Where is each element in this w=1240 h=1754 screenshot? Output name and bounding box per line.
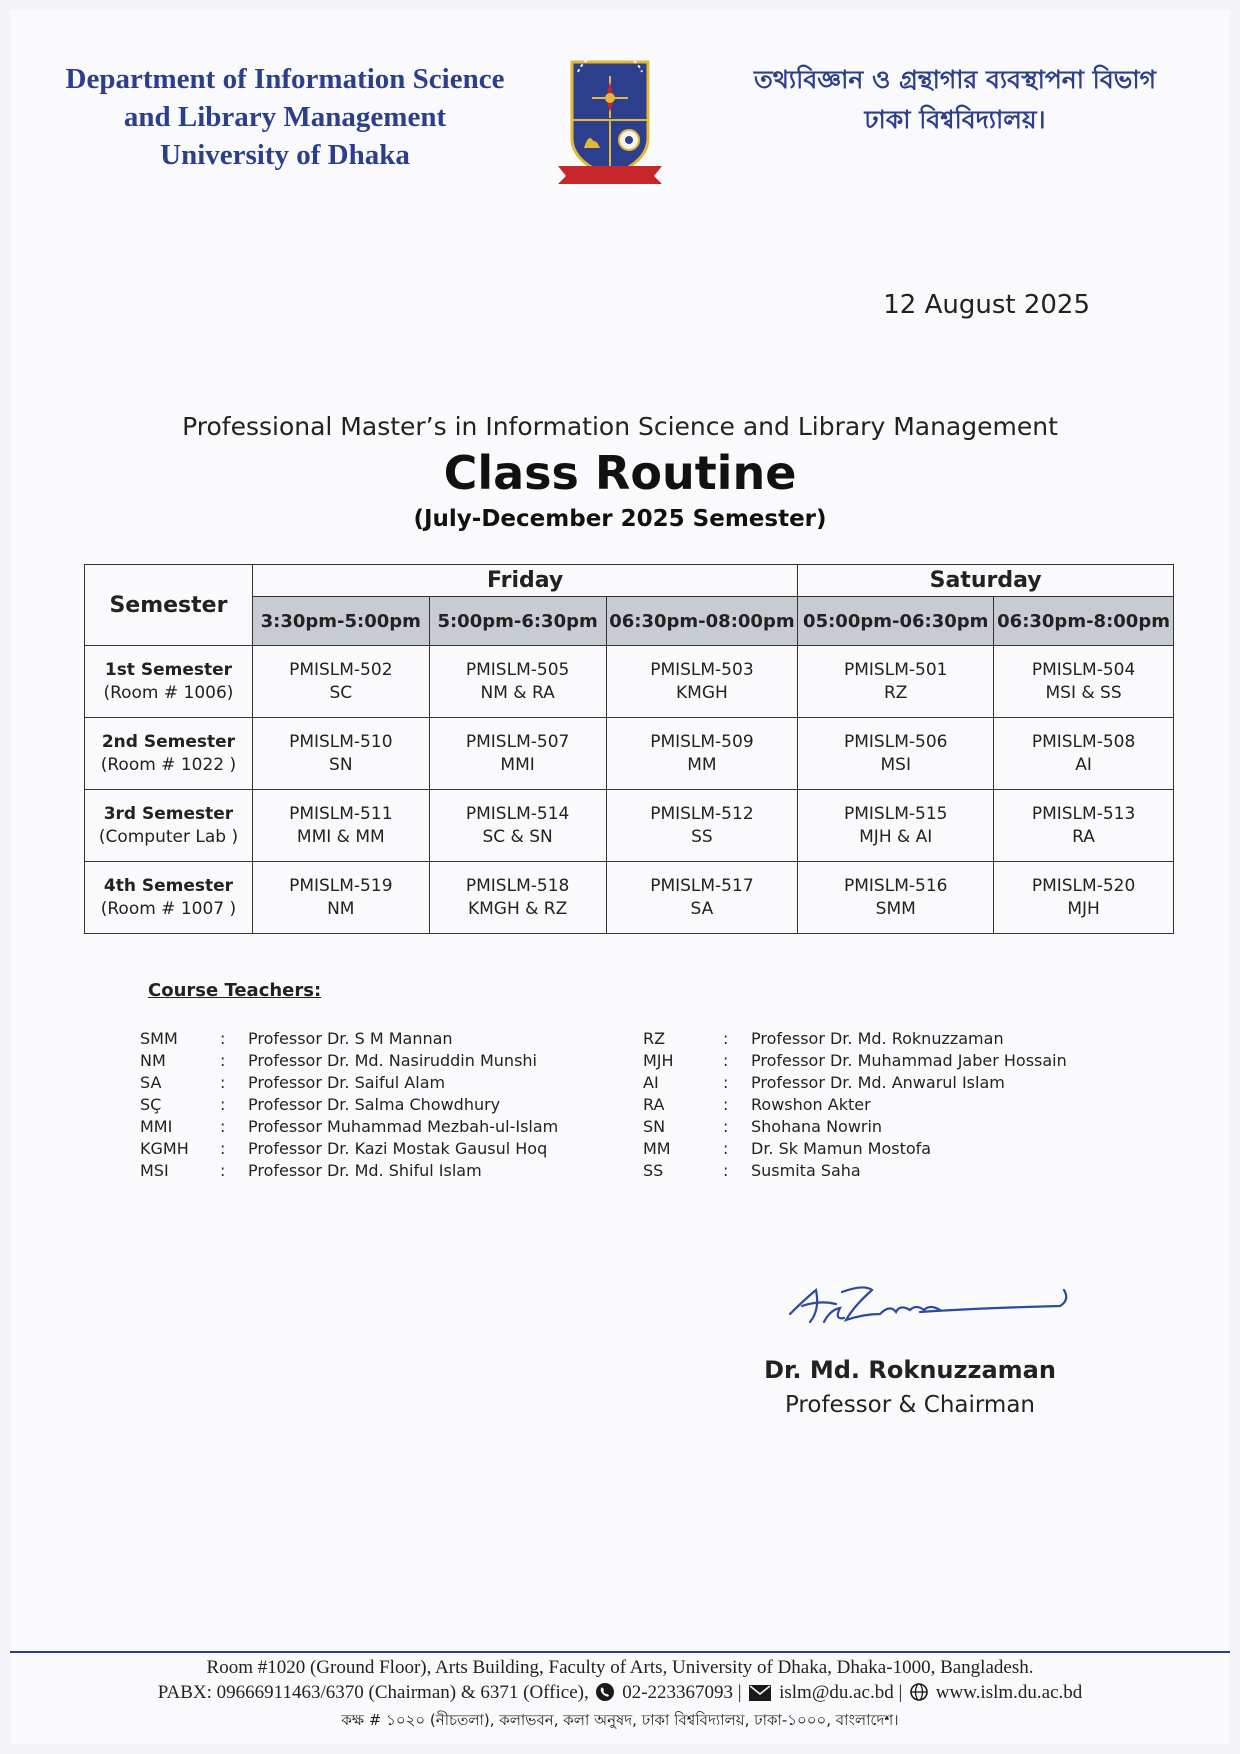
time-slot: 06:30pm-08:00pm (606, 597, 798, 646)
footer-contacts (0, 1682, 1240, 1707)
list-item: RZ : Professor Dr. Md. Roknuzzaman (643, 1029, 1004, 1048)
course-code: PMISLM-503 (650, 659, 754, 680)
class-cell (798, 862, 994, 934)
course-teacher: SA (690, 898, 714, 919)
semester-term: (July-December 2025 Semester) (413, 506, 827, 532)
day-friday: Friday (252, 565, 797, 597)
course-code: PMISLM-520 (1031, 875, 1136, 896)
semester-room: (Room # 1007 ) (100, 898, 237, 919)
teacher-name: Shohana Nowrin (751, 1117, 883, 1136)
course-code: PMISLM-516 (844, 875, 948, 896)
course-teacher: MM (687, 754, 717, 775)
footer-address: Room #1020 (Ground Floor), Arts Building, Faculty of Arts, University of Dhaka, Dhaka-1000, Bangladesh. (206, 1657, 1034, 1678)
dept-en-line: University of Dhaka (160, 139, 410, 171)
teacher-abbr: MJH (643, 1051, 674, 1070)
class-cell (994, 790, 1174, 862)
course-teacher: SMM (875, 898, 916, 919)
course-code: PMISLM-514 (465, 803, 570, 824)
class-cell (994, 862, 1174, 934)
class-cell (429, 718, 606, 790)
list-item: SS : Susmita Saha (643, 1161, 861, 1180)
course-code: PMISLM-517 (650, 875, 754, 896)
course-code: PMISLM-506 (844, 731, 948, 752)
teacher-name: Professor Dr. Muhammad Jaber Hossain (751, 1051, 1067, 1070)
phone-icon (596, 1683, 614, 1707)
teacher-name: Professor Dr. Md. Roknuzzaman (751, 1029, 1004, 1048)
course-teacher: MJH (1067, 898, 1100, 919)
table-row (85, 862, 1174, 934)
course-teacher: SC & SN (482, 826, 553, 847)
teacher-abbr: AI (643, 1073, 659, 1092)
time-slot: 5:00pm-6:30pm (429, 597, 606, 646)
class-cell (606, 646, 798, 718)
teacher-name: Professor Dr. Kazi Mostak Gausul Hoq (248, 1139, 548, 1158)
course-teacher: MMI (500, 754, 535, 775)
footer-divider (10, 1651, 1230, 1653)
course-teacher: AI (1075, 754, 1092, 775)
semester-cell (85, 862, 253, 934)
course-teacher: NM (327, 898, 355, 919)
course-teacher: RZ (883, 682, 908, 703)
globe-icon (910, 1683, 928, 1707)
course-code: PMISLM-518 (465, 875, 570, 896)
class-cell (429, 862, 606, 934)
course-teacher: SN (329, 754, 353, 775)
teacher-abbr: SMM (140, 1029, 178, 1048)
teacher-abbr: RA (643, 1095, 665, 1114)
teacher-name: Rowshon Akter (751, 1095, 871, 1114)
teacher-name: Professor Dr. Md. Nasiruddin Munshi (248, 1051, 537, 1070)
table-row (85, 790, 1174, 862)
course-teacher: MMI & MM (296, 826, 385, 847)
class-cell (606, 718, 798, 790)
semester-cell (85, 646, 253, 718)
list-item: MM : Dr. Sk Mamun Mostofa (643, 1139, 932, 1158)
course-teacher: KMGH & RZ (467, 898, 568, 919)
class-cell (252, 646, 429, 718)
department-name-bangla (720, 60, 1190, 140)
teacher-abbr: SA (140, 1073, 162, 1092)
footer-email[interactable]: islm@du.ac.bd | (779, 1682, 903, 1703)
class-cell (252, 790, 429, 862)
semester-room: (Computer Lab ) (98, 826, 239, 847)
university-logo (558, 58, 662, 190)
list-item: SÇ : Professor Dr. Salma Chowdhury (140, 1095, 501, 1114)
time-slot: 06:30pm-8:00pm (994, 597, 1174, 646)
list-item: SMM : Professor Dr. S M Mannan (140, 1029, 453, 1048)
list-item: SN : Shohana Nowrin (643, 1117, 883, 1136)
list-item: MSI : Professor Dr. Md. Shiful Islam (140, 1161, 482, 1180)
course-teacher: MSI (880, 754, 911, 775)
list-item: RA : Rowshon Akter (643, 1095, 871, 1114)
dept-en-line: and Library Management (123, 101, 447, 133)
issue-date: 12 August 2025 (883, 290, 1090, 320)
list-item: KGMH : Professor Dr. Kazi Mostak Gausul Hoq (140, 1139, 548, 1158)
semester-cell (85, 790, 253, 862)
teacher-name: Professor Dr. Md. Shiful Islam (248, 1161, 482, 1180)
teacher-name: Professor Dr. S M Mannan (248, 1029, 453, 1048)
teacher-name: Professor Dr. Saiful Alam (248, 1073, 446, 1092)
course-teacher: KMGH (676, 682, 728, 703)
list-item: SA : Professor Dr. Saiful Alam (140, 1073, 446, 1092)
semester-name: 4th Semester (103, 875, 234, 896)
class-cell (429, 790, 606, 862)
time-slot: 05:00pm-06:30pm (798, 597, 994, 646)
teacher-abbr: SN (643, 1117, 666, 1136)
semester-room: (Room # 1022 ) (100, 754, 237, 775)
course-code: PMISLM-510 (289, 731, 393, 752)
course-teacher: NM & RA (480, 682, 555, 703)
class-cell (798, 790, 994, 862)
course-teacher: SS (691, 826, 713, 847)
list-item: MMI : Professor Muhammad Mezbah-ul-Islam (140, 1117, 559, 1136)
class-cell (252, 862, 429, 934)
teacher-abbr: SS (643, 1161, 664, 1180)
course-code: PMISLM-519 (289, 875, 393, 896)
course-code: PMISLM-515 (844, 803, 948, 824)
class-cell (798, 718, 994, 790)
teacher-abbr: SÇ (140, 1095, 162, 1114)
footer-address-bangla: কক্ষ # ১০২০ (নীচতলা), কলাভবন, কলা অনুষদ, ঢাকা বিশ্ববিদ্যালয়, ঢাকা-১০০০, বাংলাদেশ। (341, 1711, 899, 1729)
dept-bn-line: ঢাকা বিশ্ববিদ্যালয়। (864, 105, 1046, 134)
dept-bn-line: তথ্যবিজ্ঞান ও গ্রন্থাগার ব্যবস্থাপনা বিভাগ (753, 65, 1157, 94)
course-teacher: MSI & SS (1045, 682, 1122, 703)
handwritten-signature (780, 1270, 1080, 1340)
document-title: Class Routine (443, 446, 797, 500)
teacher-abbr: KGMH (140, 1139, 189, 1158)
course-code: PMISLM-505 (465, 659, 570, 680)
teacher-abbr: NM (140, 1051, 166, 1070)
program-name: Professional Master’s in Information Science and Library Management (182, 412, 1058, 441)
footer-website[interactable]: www.islm.du.ac.bd (935, 1682, 1083, 1703)
course-code: PMISLM-512 (650, 803, 754, 824)
teacher-abbr: MM (643, 1139, 671, 1158)
routine-table (84, 564, 1174, 934)
list-item: AI : Professor Dr. Md. Anwarul Islam (643, 1073, 1005, 1092)
list-item: NM : Professor Dr. Md. Nasiruddin Munshi (140, 1051, 537, 1070)
class-cell (429, 646, 606, 718)
course-code: PMISLM-508 (1031, 731, 1136, 752)
class-cell (252, 718, 429, 790)
teacher-name: Professor Dr. Md. Anwarul Islam (751, 1073, 1005, 1092)
footer-pabx: PABX: 09666911463/6370 (Chairman) & 6371 (Office), (157, 1682, 589, 1703)
course-teachers-title: Course Teachers: (148, 980, 322, 1001)
teachers-list-left (140, 1028, 558, 1182)
table-row (85, 646, 1174, 718)
semester-name: 3rd Semester (103, 803, 234, 824)
teacher-abbr: MSI (140, 1161, 169, 1180)
class-cell (994, 646, 1174, 718)
department-name-english (40, 60, 530, 174)
semester-room: (Room # 1006) (103, 682, 234, 703)
table-row (85, 718, 1174, 790)
signatory-role: Professor & Chairman (784, 1392, 1036, 1418)
semester-header: Semester (85, 565, 253, 646)
teacher-abbr: MMI (140, 1117, 173, 1136)
teacher-name: Dr. Sk Mamun Mostofa (751, 1139, 932, 1158)
course-code: PMISLM-504 (1031, 659, 1136, 680)
semester-name: 2nd Semester (101, 731, 236, 752)
class-cell (994, 718, 1174, 790)
teacher-abbr: RZ (643, 1029, 666, 1048)
course-code: PMISLM-507 (465, 731, 570, 752)
teacher-name: Susmita Saha (751, 1161, 861, 1180)
course-teacher: RA (1072, 826, 1095, 847)
time-slot: 3:30pm-5:00pm (252, 597, 429, 646)
semester-name: 1st Semester (104, 659, 233, 680)
semester-cell (85, 718, 253, 790)
class-cell (606, 790, 798, 862)
teacher-name: Professor Dr. Salma Chowdhury (248, 1095, 501, 1114)
dept-en-line: Department of Information Science (65, 63, 505, 95)
class-cell (798, 646, 994, 718)
footer-phone: 02-223367093 | (622, 1682, 742, 1703)
signatory-name: Dr. Md. Roknuzzaman (764, 1356, 1056, 1384)
email-icon (749, 1685, 771, 1707)
course-code: PMISLM-511 (289, 803, 393, 824)
teacher-name: Professor Muhammad Mezbah-ul-Islam (248, 1117, 559, 1136)
course-code: PMISLM-501 (844, 659, 948, 680)
course-code: PMISLM-502 (289, 659, 393, 680)
day-saturday: Saturday (798, 565, 1174, 597)
list-item: MJH : Professor Dr. Muhammad Jaber Hossain (643, 1051, 1067, 1070)
course-teacher: MJH & AI (859, 826, 933, 847)
course-code: PMISLM-513 (1031, 803, 1136, 824)
class-cell (606, 862, 798, 934)
teachers-list-right (643, 1028, 1067, 1182)
course-code: PMISLM-509 (650, 731, 754, 752)
course-teacher: SC (329, 682, 353, 703)
